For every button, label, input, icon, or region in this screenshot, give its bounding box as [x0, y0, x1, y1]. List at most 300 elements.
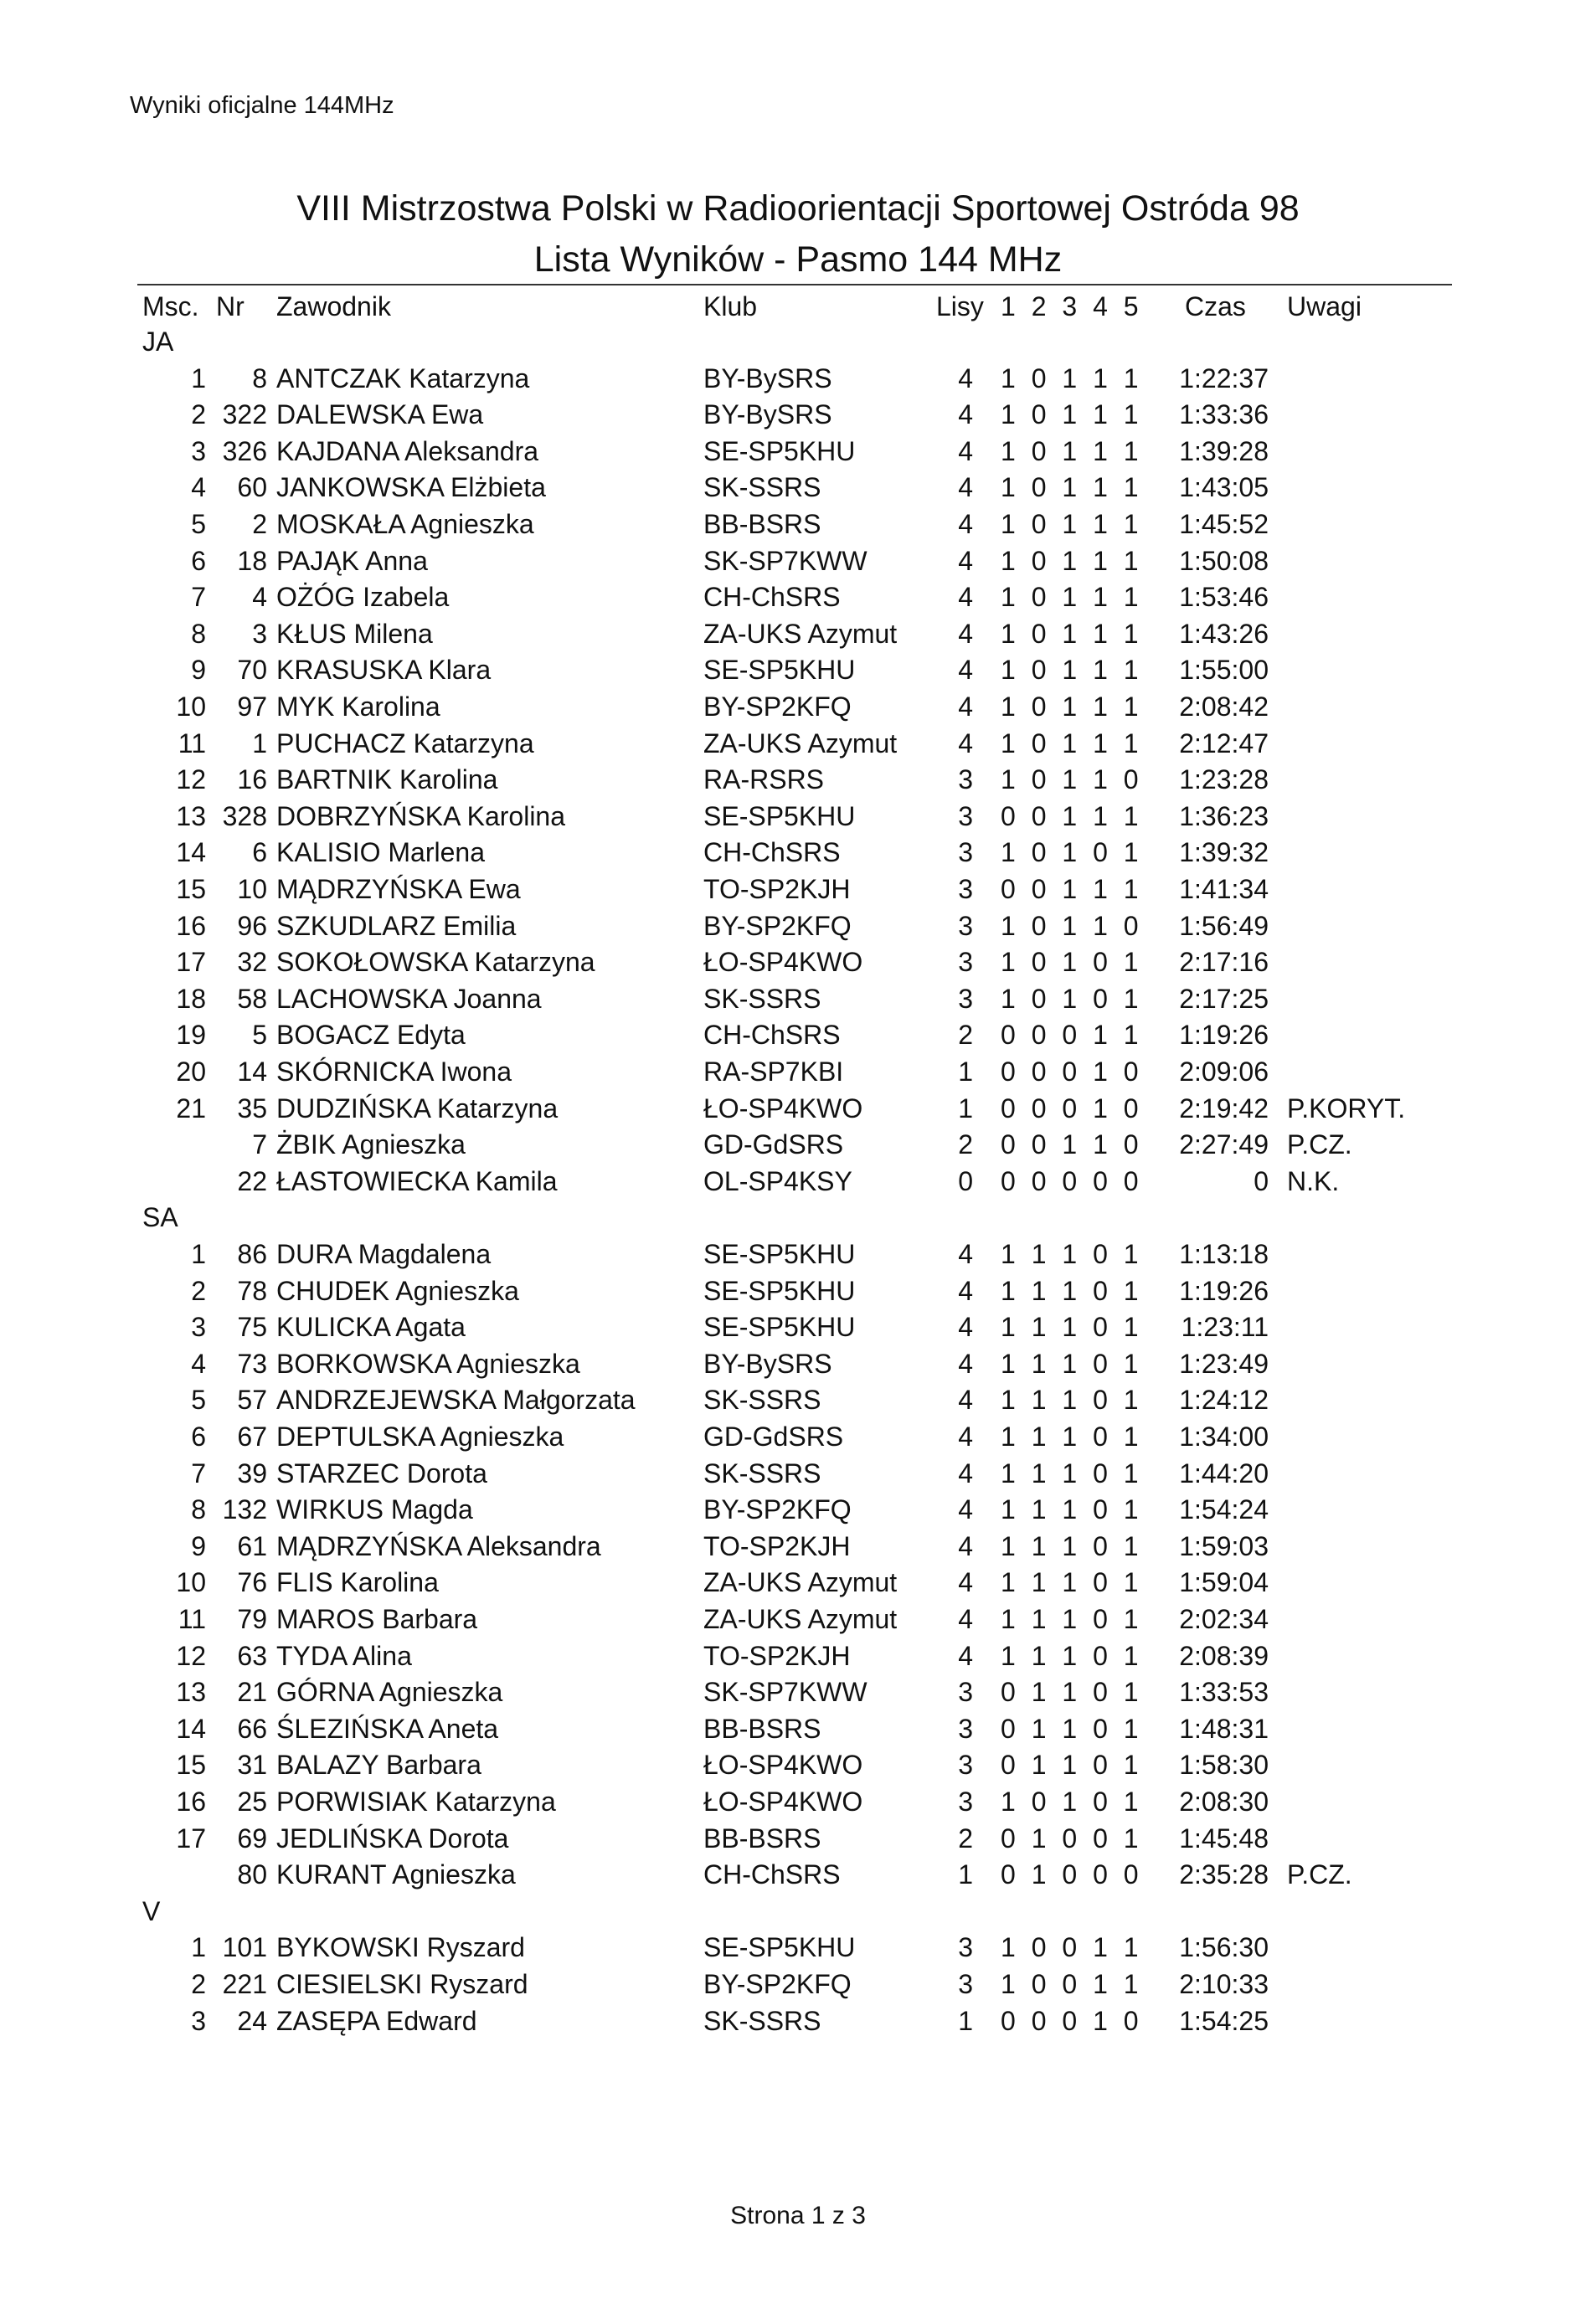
time-cell: 2:35:28 — [1179, 1859, 1269, 1890]
competitor-name-cell: ŁASTOWIECKA Kamila — [276, 1165, 558, 1196]
club-cell: ŁO-SP4KWO — [703, 1787, 863, 1817]
place-cell: 15 — [176, 1750, 206, 1781]
number-cell: 16 — [237, 764, 267, 795]
column-header-lisy: Lisy — [936, 291, 984, 321]
competitor-name-cell: WIRKUS Magda — [276, 1494, 473, 1525]
foxes-found-cell: 0 0 1 1 1 — [1001, 874, 1143, 904]
page-subtitle: Lista Wyników - Pasmo 144 MHz — [533, 239, 1063, 280]
foxes-found-cell: 0 1 0 0 1 — [1001, 1823, 1143, 1854]
competitor-name-cell: DALEWSKA Ewa — [276, 399, 484, 430]
foxes-count-cell: 4 — [958, 1458, 973, 1488]
foxes-found-cell: 1 0 1 0 1 — [1001, 983, 1143, 1014]
number-cell: 18 — [237, 545, 267, 576]
number-cell: 63 — [237, 1640, 267, 1671]
competitor-name-cell: ANDRZEJEWSKA Małgorzata — [276, 1385, 636, 1416]
competitor-name-cell: DURA Magdalena — [276, 1239, 492, 1269]
table-row — [0, 947, 1596, 984]
place-cell: 11 — [178, 728, 206, 758]
foxes-count-cell: 4 — [958, 1530, 973, 1561]
time-cell: 1:23:49 — [1179, 1348, 1269, 1379]
time-cell: 1:39:28 — [1179, 435, 1269, 466]
club-cell: BY-BySRS — [703, 362, 832, 393]
time-cell: 2:08:42 — [1179, 692, 1269, 722]
table-row — [0, 837, 1596, 874]
place-cell: 2 — [191, 399, 206, 430]
club-cell: ŁO-SP4KWO — [703, 1093, 863, 1123]
number-cell: 322 — [222, 399, 267, 430]
club-cell: ŁO-SP4KWO — [703, 1750, 863, 1781]
document-header-note: Wyniki oficjalne 144MHz — [130, 92, 394, 119]
number-cell: 4 — [252, 582, 267, 613]
time-cell: 2:09:06 — [1179, 1057, 1269, 1087]
foxes-found-cell: 1 0 1 0 1 — [1001, 947, 1143, 978]
foxes-found-cell: 1 1 1 0 1 — [1001, 1275, 1143, 1306]
club-cell: BY-BySRS — [703, 1348, 832, 1379]
club-cell: TO-SP2KJH — [703, 1530, 851, 1561]
foxes-count-cell: 4 — [958, 399, 973, 430]
table-row — [0, 1458, 1596, 1495]
club-cell: CH-ChSRS — [703, 1020, 841, 1051]
foxes-count-cell: 4 — [958, 1494, 973, 1525]
foxes-count-cell: 3 — [958, 1932, 973, 1963]
place-cell: 7 — [191, 582, 206, 613]
table-row — [0, 1349, 1596, 1386]
club-cell: BB-BSRS — [703, 1823, 821, 1854]
table-row — [0, 472, 1596, 509]
number-cell: 75 — [237, 1312, 267, 1343]
competitor-name-cell: KŁUS Milena — [276, 618, 433, 649]
club-cell: SK-SSRS — [703, 472, 821, 503]
club-cell: CH-ChSRS — [703, 582, 841, 613]
table-row — [0, 801, 1596, 838]
foxes-found-cell: 1 1 1 0 1 — [1001, 1494, 1143, 1525]
table-row — [0, 1787, 1596, 1823]
competitor-name-cell: STARZEC Dorota — [276, 1458, 487, 1488]
number-cell: 8 — [252, 362, 267, 393]
time-cell: 1:55:00 — [1179, 655, 1269, 686]
foxes-found-cell: 1 1 1 0 1 — [1001, 1530, 1143, 1561]
table-row — [0, 1494, 1596, 1531]
time-cell: 1:56:30 — [1179, 1932, 1269, 1963]
time-cell: 1:59:03 — [1179, 1530, 1269, 1561]
time-cell: 1:45:52 — [1179, 509, 1269, 539]
club-cell: SE-SP5KHU — [703, 1932, 856, 1963]
club-cell: BB-BSRS — [703, 509, 821, 539]
time-cell: 1:54:24 — [1179, 1494, 1269, 1525]
number-cell: 86 — [237, 1239, 267, 1269]
time-cell: 2:08:39 — [1179, 1640, 1269, 1671]
remarks-cell: P.CZ. — [1287, 1859, 1352, 1890]
foxes-count-cell: 3 — [958, 1969, 973, 1999]
competitor-name-cell: ŚLEZIŃSKA Aneta — [276, 1713, 499, 1744]
competitor-name-cell: SOKOŁOWSKA Katarzyna — [276, 947, 595, 978]
number-cell: 69 — [237, 1823, 267, 1854]
number-cell: 24 — [237, 2005, 267, 2036]
place-cell: 17 — [176, 947, 206, 978]
time-cell: 2:02:34 — [1179, 1604, 1269, 1634]
foxes-found-cell: 1 0 1 0 1 — [1001, 837, 1143, 868]
club-cell: SE-SP5KHU — [703, 1275, 856, 1306]
foxes-found-cell: 1 1 1 0 1 — [1001, 1239, 1143, 1269]
club-cell: ZA-UKS Azymut — [703, 618, 898, 649]
competitor-name-cell: DOBRZYŃSKA Karolina — [276, 800, 566, 831]
place-cell: 2 — [191, 1275, 206, 1306]
number-cell: 328 — [222, 800, 267, 831]
table-row — [0, 1531, 1596, 1568]
column-header-msc: Msc. — [142, 291, 199, 321]
competitor-name-cell: JEDLIŃSKA Dorota — [276, 1823, 509, 1854]
remarks-cell: N.K. — [1287, 1165, 1340, 1196]
place-cell: 14 — [176, 837, 206, 868]
foxes-found-cell: 1 0 1 1 0 — [1001, 764, 1143, 795]
place-cell: 17 — [176, 1823, 206, 1854]
foxes-found-cell: 1 0 1 1 1 — [1001, 582, 1143, 613]
competitor-name-cell: ANTCZAK Katarzyna — [276, 362, 530, 393]
table-row — [0, 1969, 1596, 2006]
competitor-name-cell: BALAZY Barbara — [276, 1750, 481, 1781]
foxes-found-cell: 1 0 1 1 1 — [1001, 472, 1143, 503]
competitor-name-cell: TYDA Alina — [276, 1640, 412, 1671]
number-cell: 76 — [237, 1567, 267, 1598]
table-row — [0, 509, 1596, 546]
foxes-found-cell: 1 1 1 0 1 — [1001, 1422, 1143, 1452]
number-cell: 35 — [237, 1093, 267, 1123]
foxes-found-cell: 1 0 1 1 1 — [1001, 655, 1143, 686]
time-cell: 2:17:16 — [1179, 947, 1269, 978]
club-cell: GD-GdSRS — [703, 1129, 844, 1160]
club-cell: BY-BySRS — [703, 399, 832, 430]
place-cell: 1 — [191, 1932, 206, 1963]
table-row — [0, 1859, 1596, 1896]
foxes-count-cell: 2 — [958, 1129, 973, 1160]
competitor-name-cell: BOGACZ Edyta — [276, 1020, 466, 1051]
time-cell: 1:45:48 — [1179, 1823, 1269, 1854]
time-cell: 1:13:18 — [1179, 1239, 1269, 1269]
time-cell: 1:36:23 — [1179, 800, 1269, 831]
foxes-count-cell: 2 — [958, 1823, 973, 1854]
table-row — [0, 399, 1596, 436]
club-cell: TO-SP2KJH — [703, 874, 851, 904]
club-cell: ZA-UKS Azymut — [703, 1567, 898, 1598]
table-row — [0, 1057, 1596, 1093]
time-cell: 2:10:33 — [1179, 1969, 1269, 1999]
number-cell: 6 — [252, 837, 267, 868]
competitor-name-cell: CIESIELSKI Ryszard — [276, 1969, 528, 1999]
club-cell: SE-SP5KHU — [703, 655, 856, 686]
club-cell: ZA-UKS Azymut — [703, 728, 898, 758]
time-cell: 1:50:08 — [1179, 545, 1269, 576]
competitor-name-cell: DUDZIŃSKA Katarzyna — [276, 1093, 559, 1123]
foxes-count-cell: 3 — [958, 1713, 973, 1744]
column-header-zawodnik: Zawodnik — [276, 291, 391, 321]
foxes-found-cell: 1 0 1 1 1 — [1001, 728, 1143, 758]
foxes-count-cell: 1 — [958, 2005, 973, 2036]
number-cell: 7 — [252, 1129, 267, 1160]
foxes-count-cell: 0 — [958, 1165, 973, 1196]
foxes-found-cell: 1 0 0 1 1 — [1001, 1969, 1143, 1999]
foxes-found-cell: 1 0 1 1 1 — [1001, 509, 1143, 539]
number-cell: 39 — [237, 1458, 267, 1488]
foxes-count-cell: 4 — [958, 1385, 973, 1416]
table-row — [0, 1422, 1596, 1458]
foxes-count-cell: 1 — [958, 1093, 973, 1123]
competitor-name-cell: LACHOWSKA Joanna — [276, 983, 542, 1014]
column-header-punkty: 1 2 3 4 5 — [1001, 291, 1143, 321]
number-cell: 101 — [222, 1932, 267, 1963]
time-cell: 2:17:25 — [1179, 983, 1269, 1014]
competitor-name-cell: MĄDRZYŃSKA Ewa — [276, 874, 521, 904]
time-cell: 1:34:00 — [1179, 1422, 1269, 1452]
number-cell: 73 — [237, 1348, 267, 1379]
table-row — [0, 1385, 1596, 1422]
foxes-found-cell: 0 0 0 1 0 — [1001, 1057, 1143, 1087]
competitor-name-cell: BARTNIK Karolina — [276, 764, 498, 795]
club-cell: SK-SSRS — [703, 2005, 821, 2036]
time-cell: 1:43:05 — [1179, 472, 1269, 503]
club-cell: SK-SSRS — [703, 1385, 821, 1416]
time-cell: 1:39:32 — [1179, 837, 1269, 868]
club-cell: BY-SP2KFQ — [703, 1969, 852, 1999]
club-cell: SE-SP5KHU — [703, 1239, 856, 1269]
number-cell: 67 — [237, 1422, 267, 1452]
club-cell: ŁO-SP4KWO — [703, 947, 863, 978]
table-row — [0, 1604, 1596, 1641]
time-cell: 1:23:28 — [1179, 764, 1269, 795]
table-row — [0, 436, 1596, 473]
table-row — [0, 1823, 1596, 1860]
foxes-found-cell: 1 0 1 1 1 — [1001, 545, 1143, 576]
time-cell: 1:24:12 — [1179, 1385, 1269, 1416]
foxes-count-cell: 4 — [958, 655, 973, 686]
column-header-czas: Czas — [1185, 291, 1246, 321]
remarks-cell: P.CZ. — [1287, 1129, 1352, 1160]
number-cell: 96 — [237, 910, 267, 941]
place-cell: 16 — [176, 1787, 206, 1817]
foxes-found-cell: 0 0 0 1 0 — [1001, 1093, 1143, 1123]
competitor-name-cell: PORWISIAK Katarzyna — [276, 1787, 556, 1817]
foxes-found-cell: 0 0 1 1 1 — [1001, 800, 1143, 831]
competitor-name-cell: OŻÓG Izabela — [276, 582, 450, 613]
foxes-found-cell: 1 1 1 0 1 — [1001, 1640, 1143, 1671]
number-cell: 58 — [237, 983, 267, 1014]
number-cell: 60 — [237, 472, 267, 503]
competitor-name-cell: MYK Karolina — [276, 692, 440, 722]
competitor-name-cell: SZKUDLARZ Emilia — [276, 910, 517, 941]
foxes-count-cell: 4 — [958, 692, 973, 722]
place-cell: 8 — [191, 618, 206, 649]
club-cell: BY-SP2KFQ — [703, 692, 852, 722]
place-cell: 12 — [176, 764, 206, 795]
table-row — [0, 692, 1596, 728]
competitor-name-cell: BYKOWSKI Ryszard — [276, 1932, 525, 1963]
number-cell: 22 — [237, 1165, 267, 1196]
number-cell: 31 — [237, 1750, 267, 1781]
competitor-name-cell: PAJĄK Anna — [276, 545, 428, 576]
time-cell: 0 — [1254, 1165, 1269, 1196]
competitor-name-cell: SKÓRNICKA Iwona — [276, 1057, 512, 1087]
table-row — [0, 2006, 1596, 2043]
table-row — [0, 728, 1596, 765]
place-cell: 21 — [176, 1093, 206, 1123]
number-cell: 3 — [252, 618, 267, 649]
foxes-count-cell: 3 — [958, 1750, 973, 1781]
foxes-count-cell: 4 — [958, 618, 973, 649]
foxes-found-cell: 1 0 1 1 1 — [1001, 618, 1143, 649]
foxes-found-cell: 0 0 0 1 1 — [1001, 1020, 1143, 1051]
competitor-name-cell: FLIS Karolina — [276, 1567, 439, 1598]
column-header-uwagi: Uwagi — [1287, 291, 1362, 321]
place-cell: 16 — [176, 910, 206, 941]
table-row — [0, 1239, 1596, 1276]
page-footer: Strona 1 z 3 — [730, 2202, 866, 2229]
place-cell: 3 — [191, 435, 206, 466]
foxes-found-cell: 1 0 1 1 1 — [1001, 692, 1143, 722]
foxes-count-cell: 3 — [958, 947, 973, 978]
foxes-count-cell: 4 — [958, 582, 973, 613]
foxes-found-cell: 1 1 1 0 1 — [1001, 1385, 1143, 1416]
number-cell: 61 — [237, 1530, 267, 1561]
column-header-klub: Klub — [703, 291, 758, 321]
club-cell: ZA-UKS Azymut — [703, 1604, 898, 1634]
foxes-count-cell: 4 — [958, 1567, 973, 1598]
time-cell: 1:33:36 — [1179, 399, 1269, 430]
foxes-count-cell: 3 — [958, 874, 973, 904]
club-cell: GD-GdSRS — [703, 1422, 844, 1452]
place-cell: 1 — [191, 362, 206, 393]
place-cell: 10 — [176, 692, 206, 722]
table-row — [0, 582, 1596, 619]
time-cell: 1:56:49 — [1179, 910, 1269, 941]
time-cell: 2:12:47 — [1179, 728, 1269, 758]
competitor-name-cell: ŻBIK Agnieszka — [276, 1129, 466, 1160]
competitor-name-cell: KAJDANA Aleksandra — [276, 435, 539, 466]
table-row — [0, 1129, 1596, 1166]
foxes-count-cell: 3 — [958, 1677, 973, 1708]
foxes-count-cell: 4 — [958, 1275, 973, 1306]
table-row — [0, 1020, 1596, 1057]
table-row — [0, 874, 1596, 911]
club-cell: CH-ChSRS — [703, 1859, 841, 1890]
place-cell: 8 — [191, 1494, 206, 1525]
table-row — [0, 1641, 1596, 1678]
place-cell: 13 — [176, 800, 206, 831]
place-cell: 18 — [176, 983, 206, 1014]
competitor-name-cell: PUCHACZ Katarzyna — [276, 728, 534, 758]
time-cell: 2:08:30 — [1179, 1787, 1269, 1817]
foxes-count-cell: 4 — [958, 472, 973, 503]
competitor-name-cell: KURANT Agnieszka — [276, 1859, 516, 1890]
competitor-name-cell: ZASĘPA Edward — [276, 2005, 477, 2036]
number-cell: 10 — [237, 874, 267, 904]
table-row — [0, 1276, 1596, 1313]
foxes-found-cell: 1 1 1 0 1 — [1001, 1458, 1143, 1488]
number-cell: 97 — [237, 692, 267, 722]
number-cell: 14 — [237, 1057, 267, 1087]
time-cell: 1:33:53 — [1179, 1677, 1269, 1708]
number-cell: 326 — [222, 435, 267, 466]
category-heading: JA — [142, 326, 174, 357]
foxes-count-cell: 1 — [958, 1859, 973, 1890]
place-cell: 10 — [176, 1567, 206, 1598]
foxes-count-cell: 4 — [958, 509, 973, 539]
place-cell: 4 — [191, 472, 206, 503]
club-cell: BY-SP2KFQ — [703, 1494, 852, 1525]
time-cell: 1:48:31 — [1179, 1713, 1269, 1744]
foxes-count-cell: 2 — [958, 1020, 973, 1051]
foxes-count-cell: 3 — [958, 983, 973, 1014]
table-row — [0, 764, 1596, 801]
club-cell: TO-SP2KJH — [703, 1640, 851, 1671]
number-cell: 80 — [237, 1859, 267, 1890]
number-cell: 32 — [237, 947, 267, 978]
foxes-found-cell: 0 1 0 0 0 — [1001, 1859, 1143, 1890]
foxes-count-cell: 3 — [958, 1787, 973, 1817]
competitor-name-cell: KALISIO Marlena — [276, 837, 485, 868]
competitor-name-cell: DEPTULSKA Agnieszka — [276, 1422, 564, 1452]
table-row — [0, 546, 1596, 583]
place-cell: 6 — [191, 1422, 206, 1452]
number-cell: 1 — [252, 728, 267, 758]
number-cell: 2 — [252, 509, 267, 539]
foxes-count-cell: 4 — [958, 362, 973, 393]
time-cell: 1:23:11 — [1181, 1312, 1269, 1343]
table-row — [0, 1750, 1596, 1787]
place-cell: 19 — [176, 1020, 206, 1051]
foxes-count-cell: 4 — [958, 1239, 973, 1269]
foxes-count-cell: 4 — [958, 1348, 973, 1379]
foxes-count-cell: 4 — [958, 1604, 973, 1634]
place-cell: 7 — [191, 1458, 206, 1488]
competitor-name-cell: JANKOWSKA Elżbieta — [276, 472, 546, 503]
foxes-found-cell: 0 0 0 0 0 — [1001, 1165, 1143, 1196]
foxes-found-cell: 1 0 1 1 1 — [1001, 399, 1143, 430]
table-row — [0, 1677, 1596, 1714]
foxes-found-cell: 1 1 1 0 1 — [1001, 1348, 1143, 1379]
foxes-count-cell: 4 — [958, 728, 973, 758]
page-title: VIII Mistrzostwa Polski w Radioorientacji Sportowej Ostróda 98 — [296, 188, 1300, 229]
number-cell: 79 — [237, 1604, 267, 1634]
table-row — [0, 1093, 1596, 1130]
table-row — [0, 1714, 1596, 1751]
remarks-cell: P.KORYT. — [1287, 1093, 1406, 1123]
place-cell: 4 — [191, 1348, 206, 1379]
foxes-found-cell: 0 1 1 0 1 — [1001, 1750, 1143, 1781]
competitor-name-cell: BORKOWSKA Agnieszka — [276, 1348, 580, 1379]
club-cell: BY-SP2KFQ — [703, 910, 852, 941]
column-header-nr: Nr — [216, 291, 245, 321]
competitor-name-cell: MOSKAŁA Agnieszka — [276, 509, 534, 539]
table-row — [0, 1166, 1596, 1203]
club-cell: SE-SP5KHU — [703, 435, 856, 466]
competitor-name-cell: KULICKA Agata — [276, 1312, 466, 1343]
time-cell: 1:54:25 — [1179, 2005, 1269, 2036]
foxes-found-cell: 1 0 0 1 1 — [1001, 1932, 1143, 1963]
place-cell: 9 — [191, 1530, 206, 1561]
place-cell: 1 — [191, 1239, 206, 1269]
foxes-count-cell: 4 — [958, 1312, 973, 1343]
place-cell: 2 — [191, 1969, 206, 1999]
foxes-found-cell: 0 1 1 0 1 — [1001, 1677, 1143, 1708]
foxes-count-cell: 4 — [958, 545, 973, 576]
time-cell: 1:53:46 — [1179, 582, 1269, 613]
foxes-count-cell: 3 — [958, 837, 973, 868]
table-row — [0, 984, 1596, 1021]
club-cell: SK-SSRS — [703, 983, 821, 1014]
header-rule — [137, 284, 1452, 285]
place-cell: 13 — [176, 1677, 206, 1708]
time-cell: 1:41:34 — [1179, 874, 1269, 904]
place-cell: 3 — [191, 2005, 206, 2036]
